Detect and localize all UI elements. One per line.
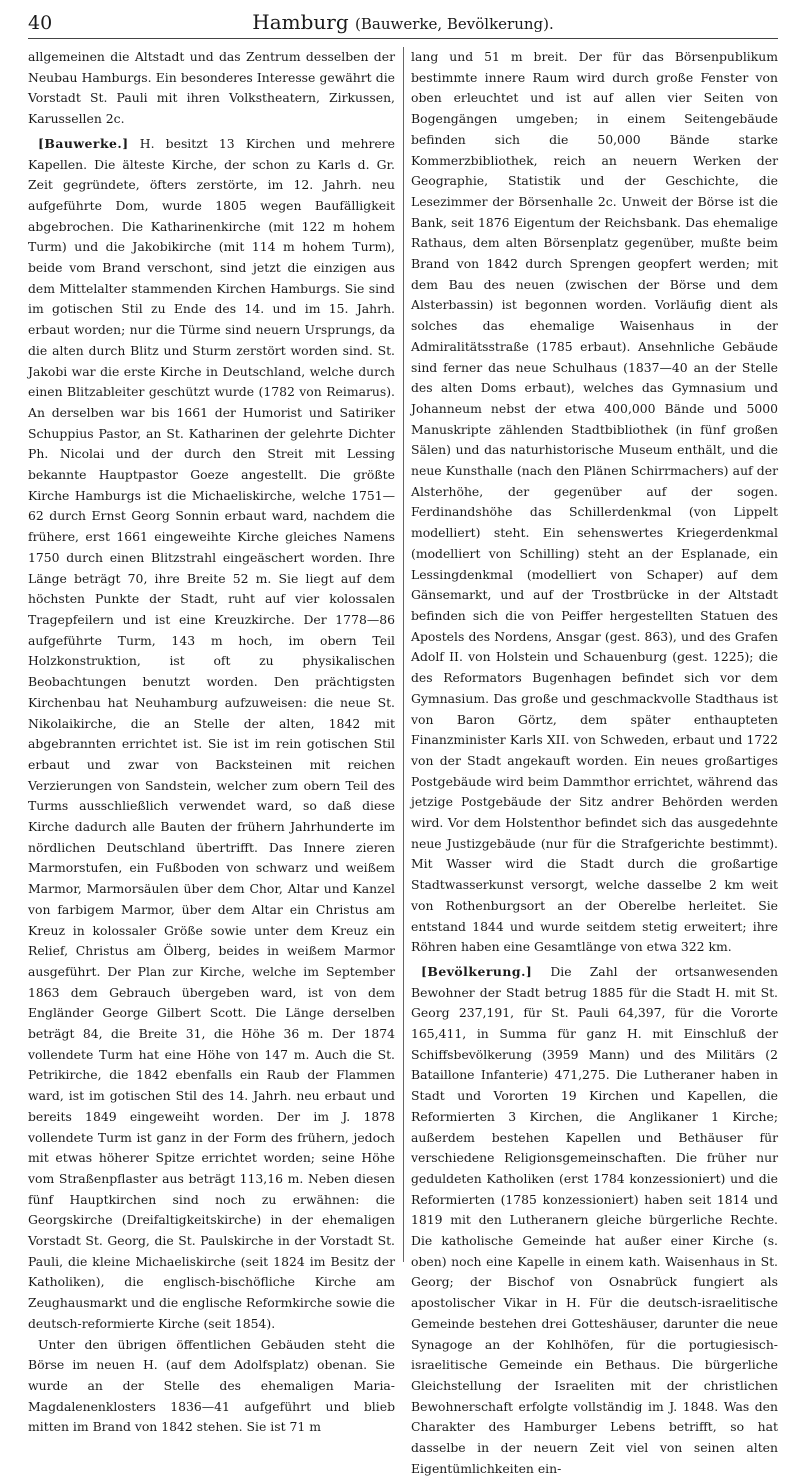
left-paragraph-1: allgemeinen die Altstadt und das Zentrum desselben der Neubau Hamburgs. Ein besonderes Interesse gewährt die Vorstadt St. Pauli mit ihren Volkstheatern, Zirkussen, Karussellen 2c. — [28, 49, 395, 127]
running-title-main: Hamburg — [252, 10, 349, 34]
right-paragraph-2-text: Die Zahl der ortsanwesenden Bewohner der Stadt betrug 1885 für die Stadt H. mit St. Georg 237,191, für St. Pauli 64,397, für die Vororte 165,411, in Summa für ganz H. mit Einschluß der Schiffsbevölkerung (3959 Mann) und des Militärs (2 Bataillone Infanterie) 471,275. Die Lutheraner haben in Stadt und Vororten 19 Kirchen und Kapellen, die Reformierten 3 Kirchen, die Anglikaner 1 Kirche; außerdem bestehen Kapellen und Bethäuser für verschiedene Religionsgemeinschaften. Die früher nur geduldeten Katholiken (erst 1784 konzessioniert) und die Reformierten (1785 konzessioniert) haben seit 1814 und 1819 mit den Lutheranern gleiche bürgerliche Rechte. Die katholische Gemeinde hat außer einer Kirche (s. oben) noch eine Kapelle in einem kath. Waisenhaus in St. Georg; der Bischof von Osnabrück fungiert als apostolischer Vikar in H. Für die deutsch-israelitische Gemeinde bestehen drei Gotteshäuser, darunter die neue Synagoge an der Kohlhöfen, für die portugiesisch-israelitische Gemeinde ein Bethaus. Die bürgerliche Gleichstellung der Israeliten mit der christlichen Bewohnerschaft erfolgte vollständig im J. 1848. Was den Charakter des Hamburger Lebens betrifft, so hat dasselbe in der neuern Zeit viel von seinen alten Eigentümlichkeiten ein- — [411, 963, 778, 1476]
left-paragraph-2 — [28, 134, 395, 1335]
left-column — [28, 47, 395, 1435]
right-paragraph-2 — [411, 962, 778, 1480]
text-columns — [28, 47, 778, 1476]
section-label-bauwerke: [Bauwerke.] — [38, 135, 129, 151]
right-column — [411, 47, 778, 1476]
page-number: 40 — [28, 12, 53, 34]
page-header — [28, 8, 778, 39]
right-paragraph-1: lang und 51 m breit. Der für das Börsenpublikum bestimmte innere Raum wird durch große Fenster von oben erleuchtet und ist auf allen vier Seiten von Bogengängen umgeben; in einem Seitengebäude befinden sich die 50,000 Bände starke Kommerzbibliothek, reich an neuern Werken der Geographie, Statistik und der Geschichte, die Lesezimmer der Börsenhalle 2c. Unweit der Börse ist die Bank, seit 1876 Eigentum der Reichsbank. Das ehemalige Rathaus, dem alten Börsenplatz gegenüber, mußte beim Brand von 1842 durch Sprengen geopfert werden; mit dem Bau des neuen (zwischen der Börse und dem Alsterbassin) ist begonnen worden. Vorläufig dient als solches das ehemalige Waisenhaus in der Admiralitätsstraße (1785 erbaut). Ansehnliche Gebäude sind ferner das neue Schulhaus (1837—40 an der Stelle des alten Doms erbaut), welches das Gymnasium und Johanneum nebst der etwa 400,000 Bände und 5000 Manuskripte zählenden Stadtbibliothek (in fünf großen Sälen) und das naturhistorische Museum enthält, und die neue Kunsthalle (nach den Plänen Schirrmachers) auf der Alsterhöhe, der gegenüber auf der sogen. Ferdinandshöhe das Schillerdenkmal (von Lippelt modelliert) steht. Ein sehenswertes Kriegerdenkmal (modelliert von Schilling) steht an der Esplanade, ein Lessingdenkmal (modelliert von Schaper) auf dem Gänsemarkt, und auf der Trostbrücke in der Altstadt befinden sich die von Peiffer hergestellten Statuen des Apostels des Nordens, Ansgar (gest. 863), und des Grafen Adolf II. von Holstein und Schauenburg (gest. 1225); die des Reformators Bugenhagen befindet sich vor dem Gymnasium. Das große und geschmackvolle Stadthaus ist von Baron Görtz, dem später enthaupteten Finanzminister Karls XII. von Schweden, erbaut und 1722 von der Stadt angekauft worden. Ein neues großartiges Postgebäude wird beim Dammthor errichtet, während das jetzige Postgebäude der Sitz andrer Behörden werden wird. Vor dem Holstenthor befindet sich das ausgedehnte neue Justizgebäude (nur für die Strafgerichte bestimmt). Mit Wasser wird die Stadt durch die großartige Stadtwasserkunst versorgt, welche dasselbe 2 km weit von Rothenburgsort an der Oberelbe herleitet. Sie entstand 1844 und wurde seitdem stetig erweitert; ihre Röhren haben eine Gesamtlänge von etwa 322 km. — [411, 49, 778, 955]
left-paragraph-2-text: H. besitzt 13 Kirchen und mehrere Kapellen. Die älteste Kirche, der schon zu Karls d. Gr. Zeit gegründete, öfters zerstörte, im 12. Jahrh. neu aufgeführte Dom, wurde 1805 wegen Baufälligkeit abgebrochen. Die Katharinenkirche (mit 122 m hohem Turm) und die Jakobikirche (mit 114 m hohem Turm), beide vom Brand verschont, sind jetzt die einzigen aus dem Mittelalter stammenden Kirchen Hamburgs. Sie sind im gotischen Stil zu Ende des 14. und im 15. Jahrh. erbaut worden; nur die Türme sind neuern Ursprungs, da die alten durch Blitz und Sturm zerstört worden sind. St. Jakobi war die erste Kirche in Deutschland, welche durch einen Blitzableiter geschützt wurde (1782 von Reimarus). An derselben war bis 1661 der Humorist und Satiriker Schuppius Pastor, an St. Katharinen der gelehrte Dichter Ph. Nicolai und der durch den Streit mit Lessing bekannte Hauptpastor Goeze angestellt. Die größte Kirche Hamburgs ist die Michaeliskirche, welche 1751—62 durch Ernst Georg Sonnin erbaut ward, nachdem die frühere, erst 1661 eingeweihte Kirche gleiches Namens 1750 durch einen Blitzstrahl eingeäschert worden. Ihre Länge beträgt 70, ihre Breite 52 m. Sie liegt auf dem höchsten Punkte der Stadt, ruht auf vier kolossalen Tragepfeilern und ist eine Kreuzkirche. Der 1778—86 aufgeführte Turm, 143 m hoch, im obern Teil Holzkonstruktion, ist oft zu physikalischen Beobachtungen benutzt worden. Den prächtigsten Kirchenbau hat Neuhamburg aufzuweisen: die neue St. Nikolaikirche, die an Stelle der alten, 1842 mit abgebrannten errichtet ist. Sie ist im rein gotischen Stil erbaut und zwar von Backsteinen mit reichen Verzierungen von Sandstein, welcher zum obern Teil des Turms ausschließlich verwendet ward, so daß diese Kirche dadurch alle Bauten der frühern Jahrhunderte im nördlichen Deutschland übertrifft. Das Innere zieren Marmorstufen, ein Fußboden von schwarz und weißem Marmor, Marmorsäulen über dem Chor, Altar und Kanzel von farbigem Marmor, über dem Altar ein Christus am Kreuz in kolossaler Größe sowie unter dem Kreuz ein Relief, Christus am Ölberg, beides in weißem Marmor ausgeführt. Der Plan zur Kirche, welche im September 1863 dem Gebrauch übergeben ward, ist von dem Engländer George Gilbert Scott. Die Länge derselben beträgt 84, die Breite 31, die Höhe 36 m. Der 1874 vollendete Turm hat eine Höhe von 147 m. Auch die St. Petrikirche, die 1842 ebenfalls ein Raub der Flammen ward, ist im gotischen Stil des 14. Jahrh. neu erbaut und bereits 1849 eingeweiht worden. Der im J. 1878 vollendete Turm ist ganz in der Form des frühern, jedoch mit etwas höherer Spitze errichtet worden; seine Höhe vom Straßenpflaster aus beträgt 113,16 m. Neben diesen fünf Hauptkirchen sind noch zu erwähnen: die Georgskirche (Dreifaltigkeitskirche) in der ehemaligen Vorstadt St. Georg, die St. Paulskirche in der Vorstadt St. Pauli, die kleine Michaeliskirche (seit 1824 im Besitz der Katholiken), die englisch-bischöfliche Kirche am Zeughausmarkt und die englische Reformkirche sowie die deutsch-reformierte Kirche (seit 1854). — [28, 135, 395, 1331]
running-title — [28, 10, 778, 34]
section-label-bevoelkerung: [Bevölkerung.] — [421, 963, 533, 979]
left-paragraph-3: Unter den übrigen öffentlichen Gebäuden steht die Börse im neuen H. (auf dem Adolfsplatz) obenan. Sie wurde an der Stelle des ehemaligen Maria-Magdalenenklosters 1836—41 aufgeführt und blieb mitten im Brand von 1842 stehen. Sie ist 71 m — [28, 1336, 395, 1435]
document-page — [28, 8, 778, 1476]
column-divider — [403, 47, 404, 1262]
running-title-sub: (Bauwerke, Bevölkerung). — [355, 15, 554, 33]
